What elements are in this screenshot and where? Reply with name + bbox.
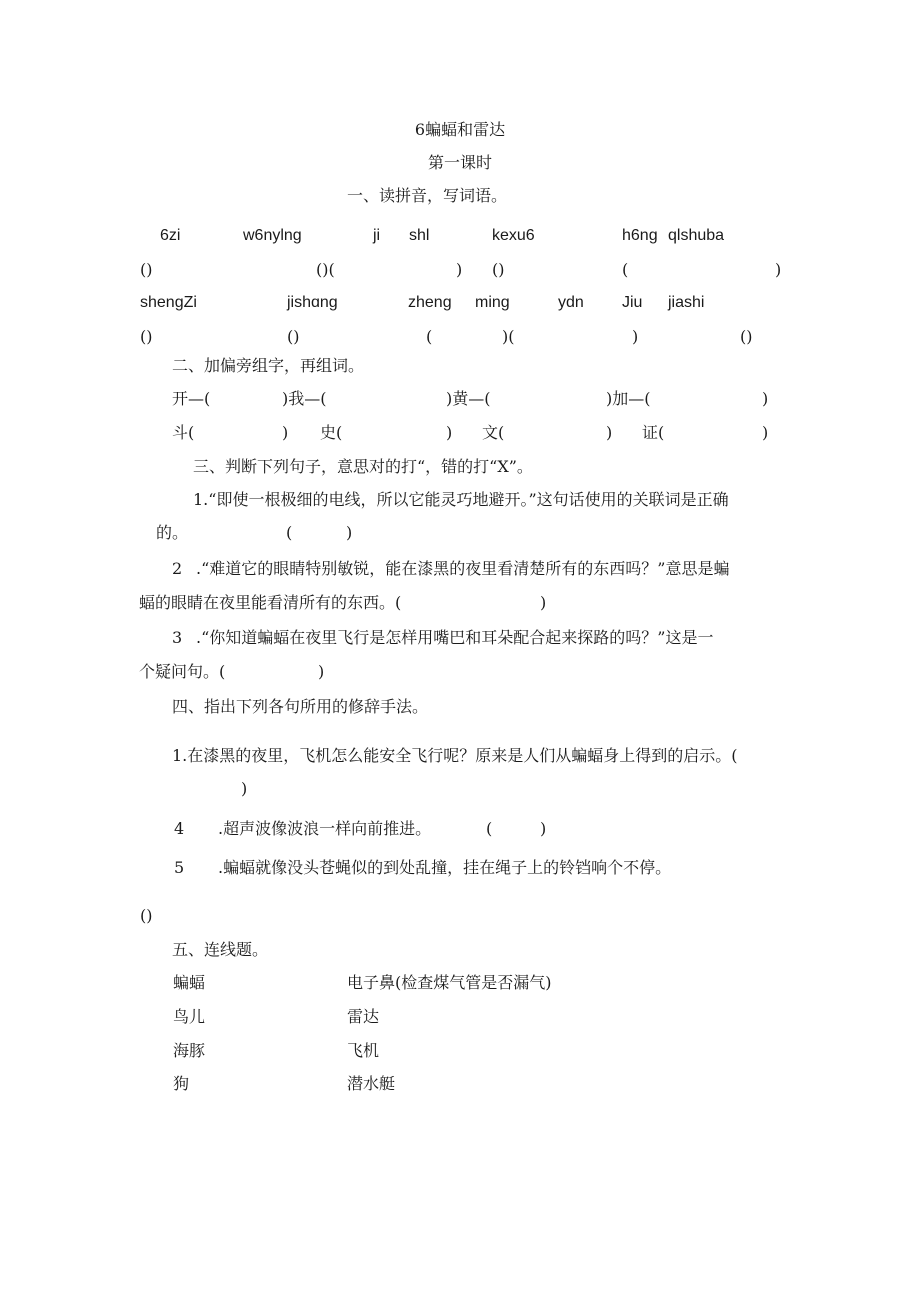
question-text: 个疑问句。( <box>139 662 226 681</box>
question-text: .“你知道蝙蝠在夜里飞行是怎样用嘴巴和耳朵配合起来探路的吗？”这是一 <box>196 628 714 647</box>
section2-heading: 二、加偏旁组字，再组词。 <box>172 356 365 375</box>
answer-blank[interactable]: () <box>287 327 300 346</box>
radical-item: )加—( <box>606 389 651 408</box>
radical-item: ) <box>606 423 613 442</box>
pinyin-item: h6ng <box>622 227 658 244</box>
radical-item: )黄—( <box>446 389 491 408</box>
pinyin-item: kexu6 <box>492 227 535 244</box>
question-number: 5 <box>174 858 185 877</box>
match-right-item[interactable]: 潜水艇 <box>347 1074 396 1093</box>
pinyin-item: ji <box>373 227 381 244</box>
section1-heading: 一、读拼音，写词语。 <box>347 186 508 205</box>
match-right-item[interactable]: 雷达 <box>347 1007 380 1026</box>
section4-heading: 四、指出下列各句所用的修辞手法。 <box>172 697 429 716</box>
answer-blank[interactable]: () <box>492 260 505 279</box>
answer-blank[interactable]: ) <box>241 779 248 798</box>
answer-blank[interactable]: () <box>140 906 153 925</box>
answer-blank[interactable]: ) <box>540 593 547 612</box>
radical-item: )我—( <box>282 389 327 408</box>
question-text: .蝙蝠就像没头苍蝇似的到处乱撞，挂在绳子上的铃铛响个不停。 <box>218 858 672 877</box>
answer-blank[interactable]: ) <box>318 662 325 681</box>
radical-item: ) <box>282 423 289 442</box>
pinyin-item: 6zi <box>160 227 181 244</box>
radical-item: 斗( <box>172 423 195 442</box>
question-number: 2 <box>172 559 183 578</box>
answer-blank[interactable]: ) <box>456 260 463 279</box>
answer-blank[interactable]: () <box>140 327 153 346</box>
answer-blank[interactable]: ( <box>286 523 293 542</box>
answer-blank[interactable]: ) <box>775 260 782 279</box>
pinyin-item: w6nylng <box>243 227 302 244</box>
question-number: 3 <box>172 628 183 647</box>
radical-item: 开—( <box>172 389 211 408</box>
page-subtitle: 第一课时 <box>427 153 492 172</box>
pinyin-item: qlshuba <box>668 227 725 244</box>
question-text: 的。 <box>156 523 189 542</box>
answer-blank[interactable]: ()( <box>316 260 335 279</box>
answer-blank[interactable]: ( <box>486 819 493 838</box>
pinyin-item: ydn <box>558 294 584 311</box>
answer-blank[interactable]: ) <box>632 327 639 346</box>
radical-item: ) <box>446 423 453 442</box>
pinyin-item: jishɑng <box>287 294 338 311</box>
match-right-item[interactable]: 飞机 <box>347 1041 380 1060</box>
question-text: 蝠的眼睛在夜里能看清所有的东西。( <box>139 593 402 612</box>
answer-blank[interactable]: ) <box>346 523 353 542</box>
question-text: 1.在漆黑的夜里，飞机怎么能安全飞行呢？原来是人们从蝙蝠身上得到的启示。( <box>172 746 738 765</box>
match-left-item[interactable]: 海豚 <box>173 1041 206 1060</box>
pinyin-item: jiashi <box>668 294 705 311</box>
match-left-item[interactable]: 鸟儿 <box>173 1007 206 1026</box>
page-title: 6蝙蝠和雷达 <box>414 120 506 139</box>
section3-heading: 三、判断下列句子，意思对的打“，错的打“X”。 <box>193 457 533 476</box>
pinyin-item: shengZi <box>140 294 197 311</box>
section5-heading: 五、连线题。 <box>172 940 269 959</box>
answer-blank[interactable]: () <box>140 260 153 279</box>
match-left-item[interactable]: 蝙蝠 <box>173 973 206 992</box>
pinyin-item: ming <box>475 294 510 311</box>
answer-blank[interactable]: ( <box>426 327 433 346</box>
question-text: .超声波像波浪一样向前推进。 <box>218 819 432 838</box>
question-text: 1.“即使一根极细的电线，所以它能灵巧地避开。”这句话使用的关联词是正确 <box>193 490 729 509</box>
radical-item: ) <box>762 423 769 442</box>
question-number: 4 <box>174 819 185 838</box>
radical-item: 史( <box>320 423 343 442</box>
question-text: .“难道它的眼睛特别敏锐，能在漆黑的夜里看清楚所有的东西吗？”意思是蝙 <box>196 559 730 578</box>
answer-blank[interactable]: ( <box>622 260 629 279</box>
answer-blank[interactable]: ) <box>540 819 547 838</box>
answer-blank[interactable]: () <box>740 327 753 346</box>
pinyin-item: zheng <box>408 294 452 311</box>
match-left-item[interactable]: 狗 <box>173 1074 190 1093</box>
radical-item: 证( <box>642 423 665 442</box>
radical-item: ) <box>762 389 769 408</box>
radical-item: 文( <box>482 423 505 442</box>
pinyin-item: Jiu <box>622 294 643 311</box>
pinyin-item: shl <box>409 227 430 244</box>
answer-blank[interactable]: )( <box>502 327 515 346</box>
match-right-item[interactable]: 电子鼻(检查煤气管是否漏气) <box>347 973 552 992</box>
